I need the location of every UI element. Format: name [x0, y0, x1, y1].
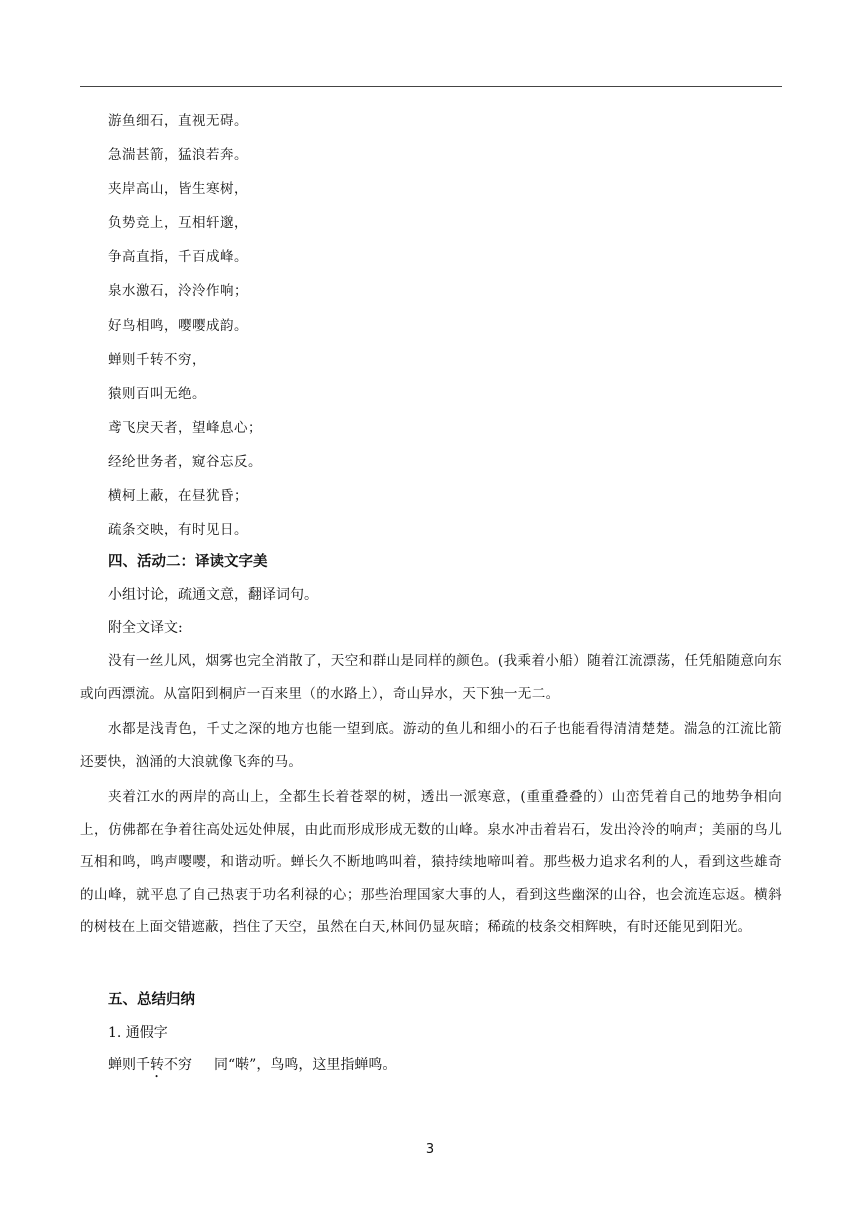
tongjiazi-entry [108, 1052, 396, 1081]
poem-text [108, 108, 508, 551]
poem-line: 争高直指，千百成峰。 [108, 249, 248, 266]
poem-line: 负势竞上，互相轩邈， [108, 215, 248, 232]
emphasized-character: 转 [150, 1057, 164, 1073]
translation-paragraph-3: 夹着江水的两岸的高山上，全都生长着苍翠的树，透出一派寒意，(重重叠叠的）山峦凭着自己的地势争相向上，仿佛都在争着往高处远处伸展，由此而形成形成无数的山峰。泉水冲击着岩石，发出泠泠的响声；美丽的鸟儿互相和鸣，鸣声嘤嘤，和谐动听。蝉长久不断地鸣叫着，猿持续地啼叫着。那些极力追求名利的人，看到这些雄奇的山峰，就平息了自己热衷于功名利禄的心；那些治理国家大事的人，看到这些幽深的山谷，也会流连忘返。横斜的树枝在上面交错遮蔽，挡住了天空，虽然在白天,林间仍显灰暗；稀疏的枝条交相辉映，有时还能见到阳光。 [80, 789, 782, 935]
translation-label: 附全文译文: [108, 620, 183, 636]
subheading-tongjiazi: 1. 通假字 [108, 1025, 168, 1041]
poem-line: 急湍甚箭，猛浪若奔。 [108, 147, 248, 164]
poem-line: 疏条交映，有时见日。 [108, 522, 248, 539]
poem-line: 横柯上蔽，在昼犹昏； [108, 488, 248, 505]
section-heading-summary: 五、总结归纳 [108, 992, 195, 1008]
poem-line: 猿则百叫无绝。 [108, 385, 206, 402]
tongjiazi-phrase: 蝉则千转不穷 [108, 1057, 192, 1073]
page-number: 3 [425, 1142, 435, 1157]
poem-line: 鸢飞戾天者，望峰息心； [108, 419, 262, 436]
header-rule [80, 86, 782, 87]
poem-line: 经纶世务者，窥谷忘反。 [108, 453, 262, 470]
translation-paragraph-1: 没有一丝儿风，烟雾也完全消散了，天空和群山是同样的颜色。(我乘着小船）随着江流漂荡，任凭船随意向东或向西漂流。从富阳到桐庐一百来里（的水路上），奇山异水，天下独一无二。 [80, 653, 782, 702]
poem-line: 好鸟相鸣，嘤嘤成韵。 [108, 317, 248, 334]
poem-line: 泉水激石，泠泠作响； [108, 283, 248, 300]
poem-line: 夹岸高山，皆生寒树， [108, 181, 248, 198]
poem-line: 蝉则千转不穷， [108, 351, 206, 368]
translation-paragraph-2: 水都是浅青色，千丈之深的地方也能一望到底。游动的鱼儿和细小的石子也能看得清清楚楚。湍急的江流比箭还要快，汹涌的大浪就像飞奔的马。 [80, 721, 782, 770]
poem-line: 游鱼细石，直视无碍。 [108, 113, 248, 129]
instruction-text: 小组讨论，疏通文意，翻译词句。 [108, 587, 318, 603]
tongjiazi-note: 同“啭”，鸟鸣，这里指蝉鸣。 [214, 1057, 397, 1073]
section-heading-activity-2: 四、活动二：译读文字美 [108, 554, 268, 570]
